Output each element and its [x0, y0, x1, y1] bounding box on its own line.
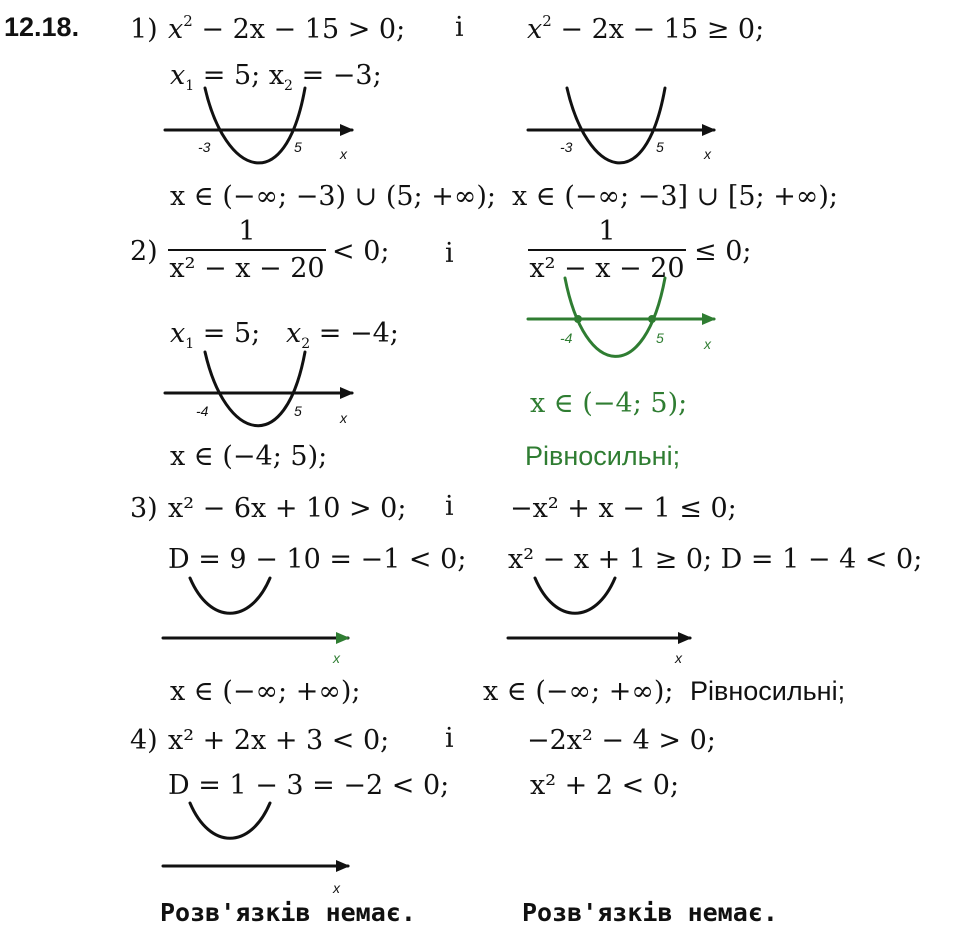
part1-b-root-left-label: -3: [560, 139, 573, 155]
part4-answer-b: Розв'язків немає.: [522, 898, 778, 927]
part2-b-root-right-label: 5: [656, 330, 664, 346]
part1-number: 1): [130, 14, 158, 45]
part2-fraction-a: [168, 218, 326, 282]
part1-inequality-b: $x^2 - 2x - 15 \ge 0$;: [527, 12, 765, 45]
part3-conclusion: Рівносильні;: [690, 676, 846, 706]
part2-number: 2): [130, 236, 158, 267]
part1-a-axis-var: x: [340, 146, 347, 162]
part1-a-root-right-label: 5: [294, 139, 302, 155]
and-word-4: і: [445, 723, 454, 754]
part4-inequality-a: x² + 2x + 3 < 0;: [168, 725, 390, 756]
part3-discriminant-b: x² − x + 1 ≥ 0; D = 1 − 4 < 0;: [508, 544, 923, 575]
part2-fraction-a-numerator: 1: [238, 216, 256, 247]
part2-b-root-right-point: [648, 315, 656, 323]
part4-inequality-b2: x² + 2 < 0;: [530, 770, 680, 801]
part2-fraction-b: [528, 218, 686, 282]
part3-answer-a: x ∈ (−∞; +∞);: [170, 676, 361, 707]
part1-answer-a: x ∈ (−∞; −3) ∪ (5; +∞);: [170, 181, 496, 212]
part3-discriminant-a: D = 9 − 10 = −1 < 0;: [168, 544, 467, 575]
part2-a-parabola: [205, 352, 305, 426]
part2-fraction-b-denominator: x² − x − 20: [529, 253, 685, 284]
part1-a-root-left-label: -3: [198, 139, 211, 155]
part2-a-root-right-label: 5: [294, 403, 302, 419]
part3-answer-b: x ∈ (−∞; +∞);: [483, 676, 674, 707]
part2-relation-b: ≤ 0;: [694, 236, 752, 267]
part2-b-root-left-label: -4: [560, 330, 573, 346]
part2-roots: $x_1 = 5$; $x_2 = -4$;: [170, 318, 399, 352]
part2-fraction-b-numerator: 1: [598, 216, 616, 247]
and-word-2: і: [445, 238, 454, 269]
part3-b-parabola: [535, 578, 615, 613]
part2-b-axis-var: x: [704, 336, 711, 352]
part4-discriminant-a: D = 1 − 3 = −2 < 0;: [168, 770, 450, 801]
part1-a-parabola: [205, 88, 305, 163]
part2-a-root-left-label: -4: [196, 403, 209, 419]
part3-number: 3): [130, 493, 158, 524]
part2-conclusion: Рівносильні;: [525, 441, 681, 471]
part2-answer-a: x ∈ (−4; 5);: [170, 441, 328, 472]
part2-b-root-left-point: [574, 315, 582, 323]
part1-b-axis-var: x: [704, 146, 711, 162]
part2-a-axis-var: x: [340, 410, 347, 426]
part1-answer-b: x ∈ (−∞; −3] ∪ [5; +∞);: [512, 181, 838, 212]
and-word-3: і: [445, 491, 454, 522]
part4-number: 4): [130, 725, 158, 756]
and-word-1: і: [455, 12, 464, 43]
part3-inequality-a: x² − 6x + 10 > 0;: [168, 493, 407, 524]
part1-roots: $x_1 = 5$; $x_2 = -3$;: [170, 60, 382, 94]
part2-b-parabola: [565, 278, 665, 356]
part2-answer-b: x ∈ (−4; 5);: [530, 388, 688, 419]
part1-b-parabola: [567, 88, 665, 163]
part4-a-parabola: [190, 803, 270, 838]
part4-answer-a: Розв'язків немає.: [160, 898, 416, 927]
part3-a-axis-var: x: [333, 650, 340, 666]
part2-relation-a: < 0;: [332, 236, 390, 267]
part3-b-axis-var: x: [675, 650, 682, 666]
part2-fraction-a-denominator: x² − x − 20: [169, 253, 325, 284]
part3-inequality-b: −x² + x − 1 ≤ 0;: [510, 493, 737, 524]
part1-inequality-a: $x^2 - 2x - 15 > 0$;: [168, 12, 406, 45]
part3-a-parabola: [190, 578, 270, 613]
part4-inequality-b: −2x² − 4 > 0;: [527, 725, 716, 756]
problem-number: 12.18.: [4, 12, 80, 42]
part4-a-axis-var: x: [333, 880, 340, 896]
part1-b-root-right-label: 5: [656, 139, 664, 155]
